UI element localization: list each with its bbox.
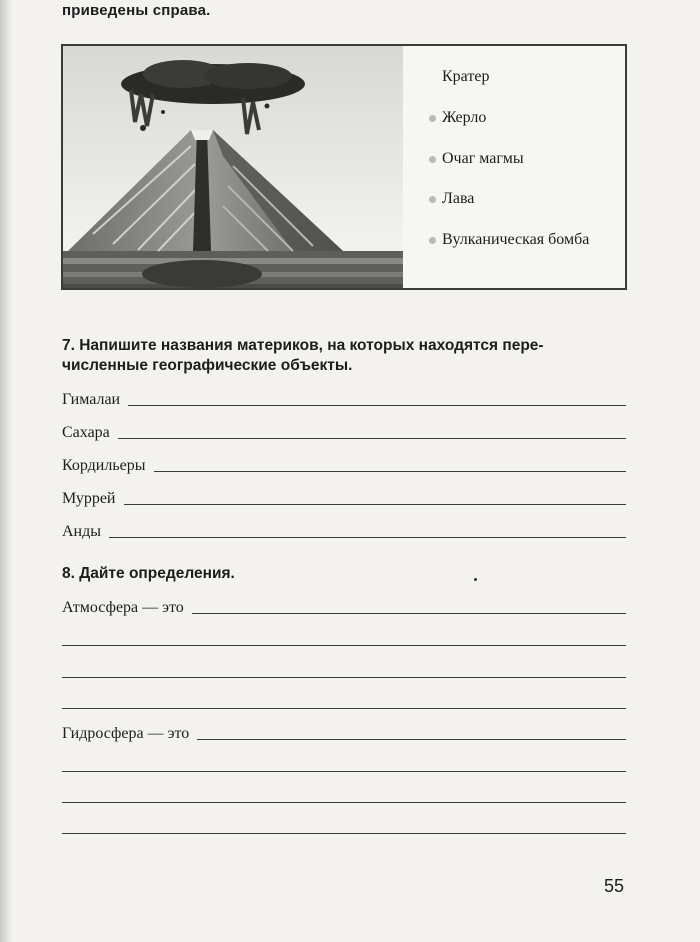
definition-label: Гидросфера — это xyxy=(62,725,190,742)
answer-line[interactable] xyxy=(124,504,627,505)
answer-line[interactable] xyxy=(62,802,626,803)
answer-line[interactable] xyxy=(154,471,627,472)
answer-line[interactable] xyxy=(192,613,626,614)
definition-row-hydrosphere xyxy=(62,720,626,744)
answer-label: Кордильеры xyxy=(62,457,146,474)
answer-line[interactable] xyxy=(62,645,626,646)
page-edge-shadow xyxy=(0,0,14,942)
answer-line[interactable] xyxy=(109,537,626,538)
print-speck xyxy=(474,578,477,581)
answer-label: Гималаи xyxy=(62,391,121,408)
answer-line[interactable] xyxy=(62,677,626,678)
answer-row-himalayas xyxy=(62,386,626,410)
bullet-icon xyxy=(429,196,436,203)
question-8-title: 8. Дайте определения. xyxy=(62,565,235,582)
definition-row-atmosphere xyxy=(62,594,626,618)
answer-line[interactable] xyxy=(62,708,626,709)
answer-line[interactable] xyxy=(62,771,626,772)
legend-item-vent: Жерло xyxy=(429,109,486,127)
legend-item-magma-chamber: Очаг магмы xyxy=(429,150,524,168)
answer-row-sahara xyxy=(62,419,626,443)
page-number: 55 xyxy=(604,876,625,896)
bullet-icon xyxy=(429,156,436,163)
answer-label: Муррей xyxy=(62,490,116,507)
answer-line[interactable] xyxy=(128,405,626,406)
answer-label: Сахара xyxy=(62,424,110,441)
bullet-icon xyxy=(429,237,436,244)
legend-item-crater: Кратер xyxy=(442,68,490,85)
volcano-figure xyxy=(61,44,627,290)
answer-label: Анды xyxy=(62,523,102,540)
legend-item-volcanic-bomb: Вулканическая бомба xyxy=(429,231,589,249)
question-7-title-line-2: численные географические объекты. xyxy=(62,357,353,374)
previous-task-text: приведены справа. xyxy=(62,2,211,19)
question-7-title-line-1: 7. Напишите названия материков, на которых находятся пере- xyxy=(62,337,544,354)
answer-line[interactable] xyxy=(118,438,626,439)
answer-row-cordillera xyxy=(62,452,626,476)
answer-line[interactable] xyxy=(62,833,626,834)
legend-item-lava: Лава xyxy=(429,190,474,208)
answer-row-murray xyxy=(62,485,626,509)
bullet-icon xyxy=(429,115,436,122)
volcano-illustration xyxy=(63,46,627,290)
definition-label: Атмосфера — это xyxy=(62,599,184,616)
answer-row-andes xyxy=(62,518,626,542)
answer-line[interactable] xyxy=(197,739,626,740)
